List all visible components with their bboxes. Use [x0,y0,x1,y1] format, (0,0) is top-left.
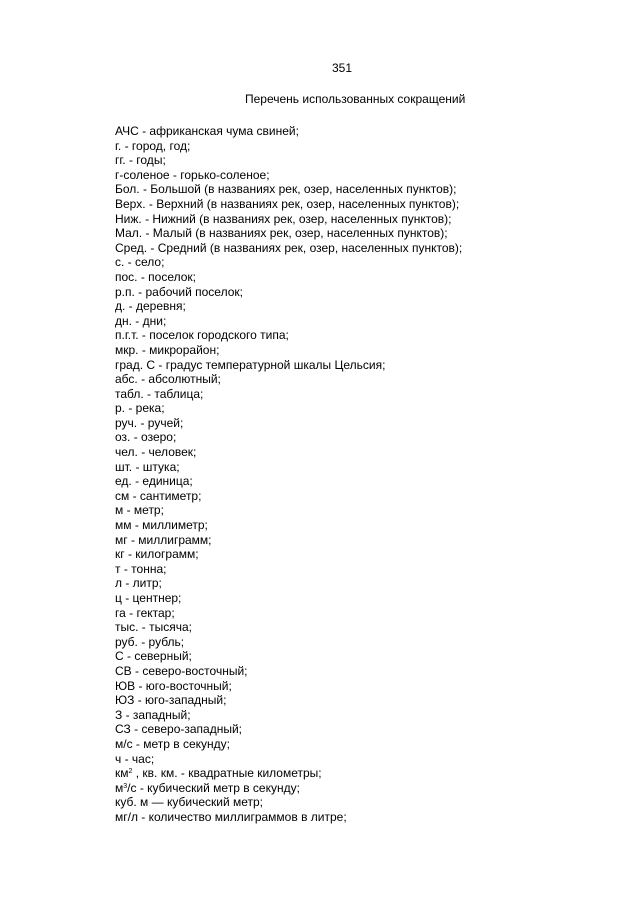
list-item: З - западный; [115,707,191,722]
list-item: табл. - таблица; [115,386,204,401]
abbreviation-list [115,124,462,825]
list-item: дн. - дни; [115,313,167,328]
list-item: Мал. - Малый (в названиях рек, озер, населенных пунктов); [115,226,448,241]
list-item: абс. - абсолютный; [115,372,221,387]
list-item: р.п. - рабочий поселок; [115,284,243,299]
list-item: м/с - метр в секунду; [115,736,231,751]
unit-base: м [115,780,124,795]
list-item: т - тонна; [115,561,167,576]
list-item: р. - река; [115,401,165,416]
list-item: г-соленое - горько-соленое; [115,167,270,182]
list-item: СЗ - северо-западный; [115,722,243,737]
list-item: мг - миллиграмм; [115,532,212,547]
list-item: тыс. - тысяча; [115,620,192,635]
list-item: ц - центнер; [115,591,182,605]
list-item [115,781,462,796]
entry-rest: /с - кубический метр в секунду; [127,780,300,795]
list-item: м - метр; [115,503,164,518]
list-item: АЧС - африканская чума свиней; [115,124,299,138]
list-item [115,766,462,781]
list-item: мкр. - микрорайон; [115,342,220,357]
list-item: с. - село; [115,255,165,270]
entry-rest: , кв. км. - квадратные километры; [132,766,322,781]
list-item: ЮЗ - юго-западный; [115,693,227,708]
page-number: 351 [331,61,353,75]
list-item: л - литр; [115,576,162,591]
list-item: Верх. - Верхний (в названиях рек, озер, населенных пунктов); [115,196,460,211]
list-item: град. С - градус температурной шкалы Цельсия; [115,357,386,372]
unit-base: км [115,766,129,781]
list-item: см - сантиметр; [115,488,202,503]
list-item: д. - деревня; [115,299,186,314]
list-item: га - гектар; [115,605,175,620]
list-item: Сред. - Средний (в названиях рек, озер, населенных пунктов); [115,240,463,255]
list-item: руч. - ручей; [115,415,184,430]
list-item: г. - город, год; [115,138,191,153]
list-item: Бол. - Большой (в названиях рек, озер, населенных пунктов); [115,182,457,197]
list-item: руб. - рубль; [115,634,185,649]
list-item: мм - миллиметр; [115,518,208,533]
list-item: ч - час; [115,751,155,766]
list-item: С - северный; [115,649,192,664]
unit-exponent: 2 [128,768,133,776]
list-item: мг/л - количество миллиграммов в литре; [115,809,347,824]
list-item: куб. м — кубический метр; [115,795,264,810]
list-item: ед. - единица; [115,474,193,489]
list-item: Ниж. - Нижний (в названиях рек, озер, населенных пунктов); [115,211,452,226]
list-item: оз. - озеро; [115,430,177,445]
list-item: п.г.т. - поселок городского типа; [115,328,289,343]
list-item: чел. - человек; [115,445,197,460]
list-item: кг - килограмм; [115,547,199,562]
list-item: пос. - поселок; [115,269,197,284]
list-item: СВ - северо-восточный; [115,663,248,678]
unit-exponent: 3 [123,782,128,790]
list-item: гг. - годы; [115,153,166,168]
list-item: шт. - штука; [115,459,180,474]
page-title: Перечень использованных сокращений [245,92,466,106]
list-item: ЮВ - юго-восточный; [115,678,232,693]
